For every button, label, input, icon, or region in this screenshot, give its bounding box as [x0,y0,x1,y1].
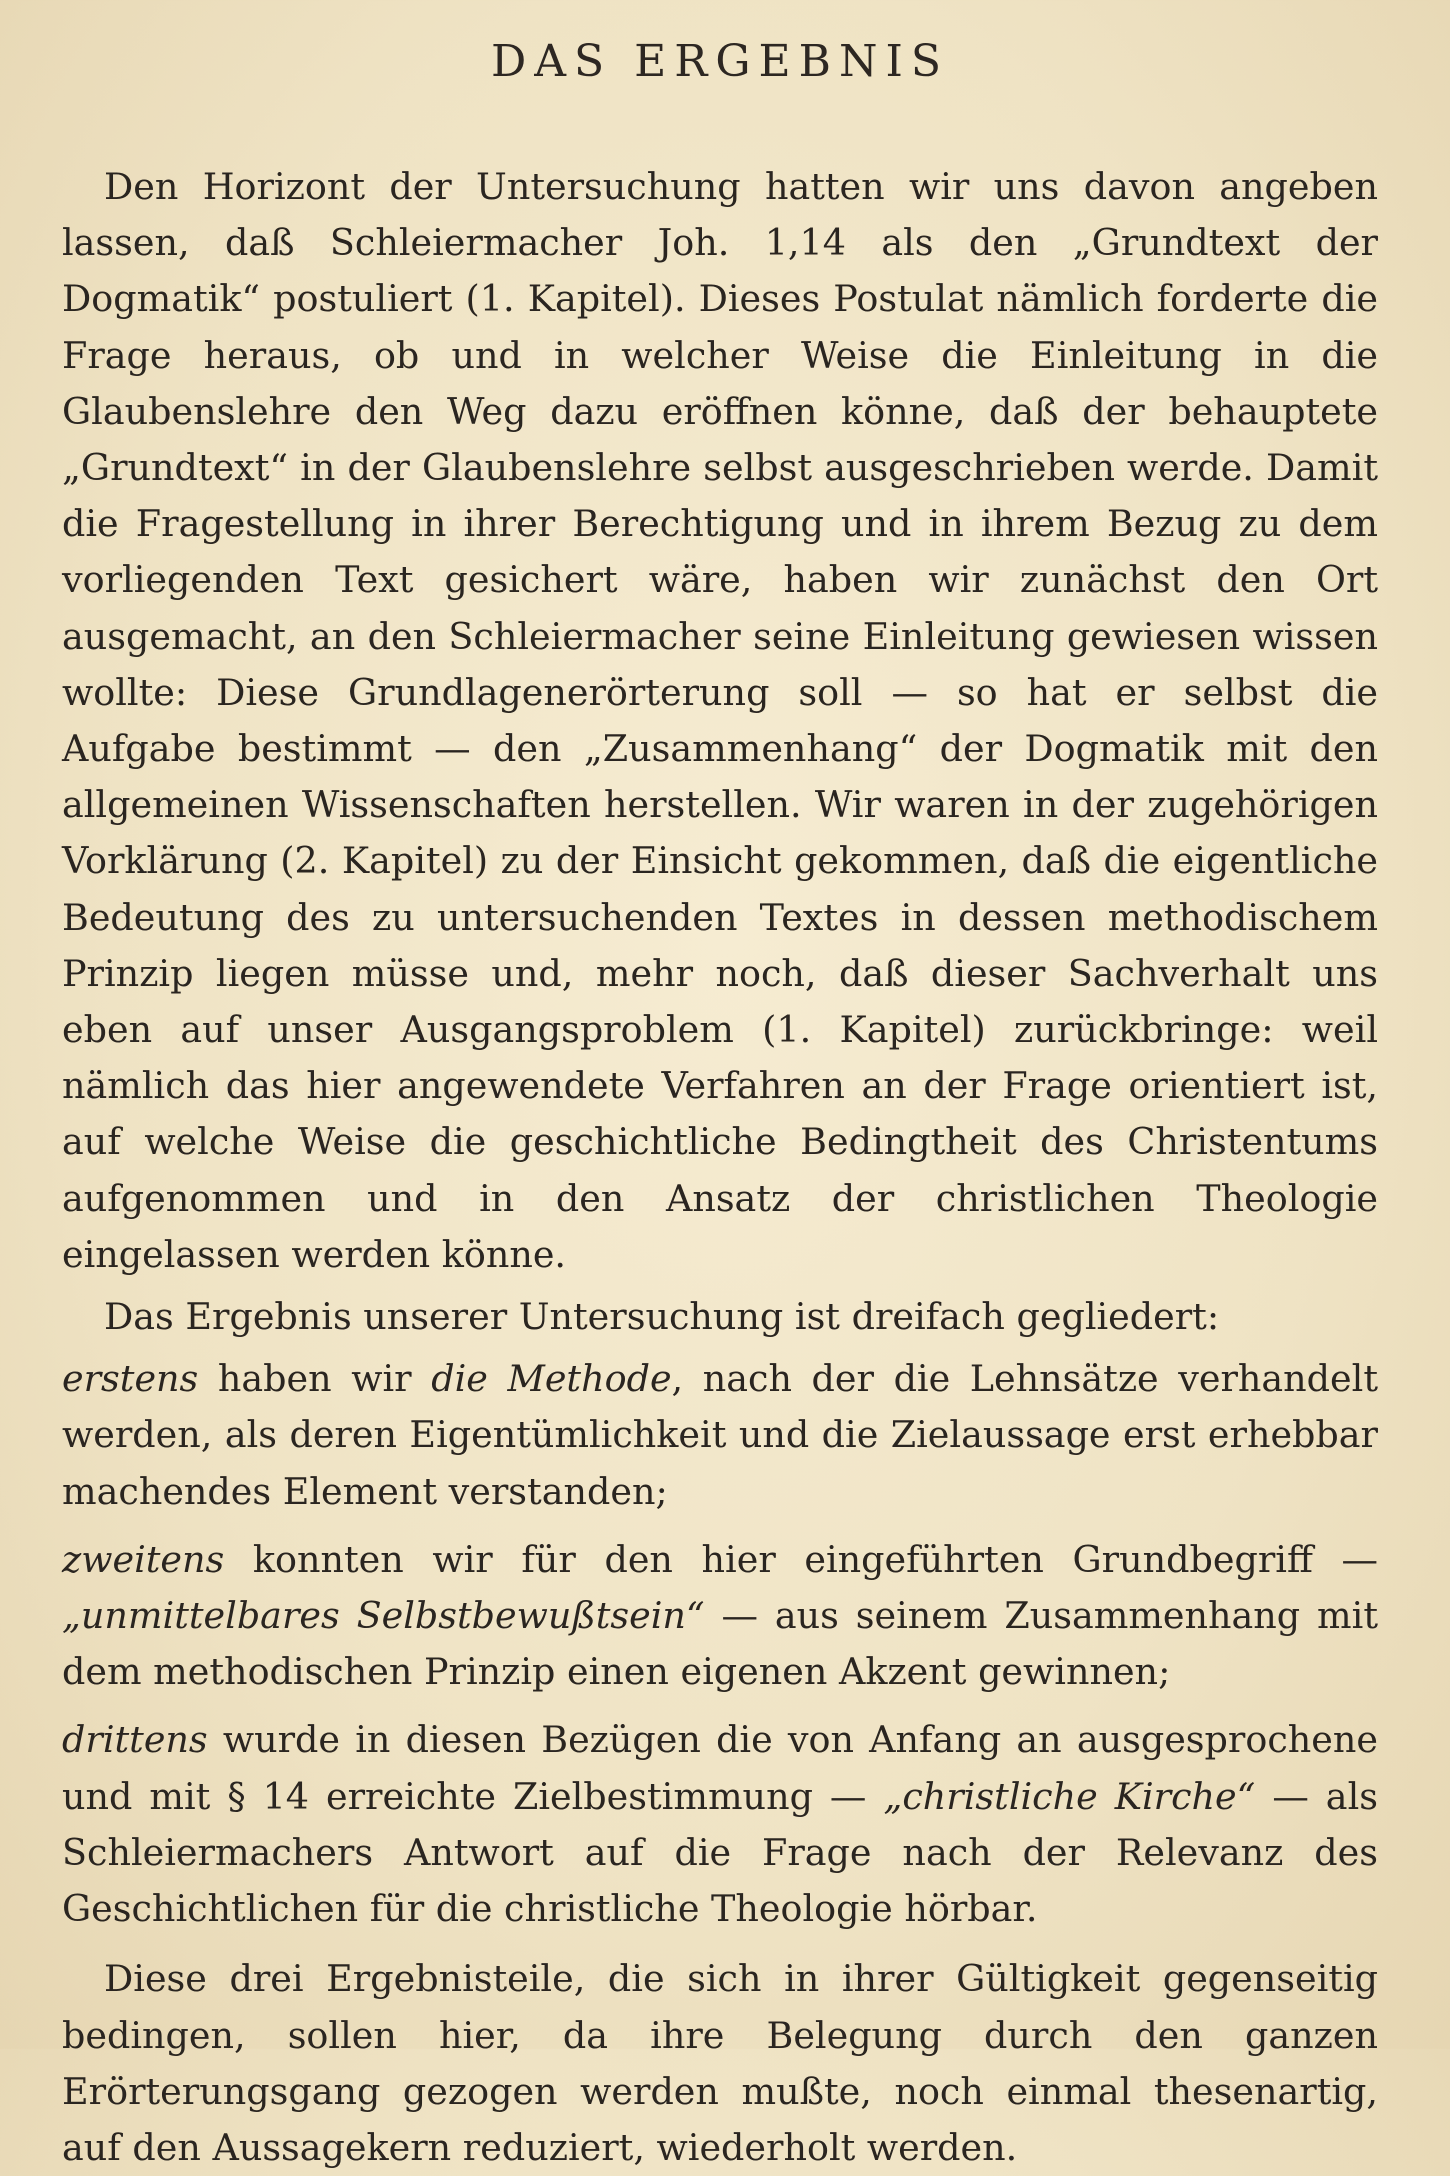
point-text-before: wurde in diesen Bezügen die von Anfang an ausgesprochene und mit § 14 erreichte Zielbestimmung — [62,1718,1378,1818]
result-point-first [62,1351,1378,1520]
paragraph-result-intro: Das Ergebnis unserer Untersuchung ist dreifach gegliedert: [104,1295,1220,1339]
point-emphasis: die Methode [431,1357,672,1401]
point-emphasis: „christliche Kirche“ [883,1774,1256,1818]
paragraph-horizon: Den Horizont der Untersuchung hatten wir uns davon angeben lassen, daß Schleiermacher Joh. 1,14 als den „Grundtext der Dogmatik“ postuliert (1. Kapitel). Dieses Postulat nämlich forderte die Frage heraus, ob und in welcher Weise die Einleitung in die Glaubenslehre den Weg dazu eröffnen könne, daß der behauptete „Grundtext“ in der Glaubenslehre selbst ausgeschrieben werde. Damit die Fragestellung in ihrer Berechtigung und in ihrem Bezug zu dem vorliegenden Text gesichert wäre, haben wir zunächst den Ort ausgemacht, an den Schleiermacher seine Einleitung gewiesen wissen wollte: Diese Grundlagenerörterung soll — so hat er selbst die Aufgabe bestimmt — den „Zusammenhang“ der Dogmatik mit den allgemeinen Wissenschaften herstellen. Wir waren in der zugehörigen Vorklärung (2. Kapitel) zu der Einsicht gekommen, daß die eigentliche Bedeutung des zu untersuchenden Textes in dessen methodischem Prinzip liegen müsse und, mehr noch, daß dieser Sachverhalt uns eben auf unser Ausgangsproblem (1. Kapitel) zurückbringe: weil nämlich das hier angewendete Verfahren an der Frage orientiert ist, auf welche Weise die geschichtliche Bedingtheit des Christentums aufgenommen und in den Ansatz der christlichen Theologie eingelassen werden könne. [62,165,1378,1276]
result-point-third [62,1712,1378,1937]
point-text-before: haben wir [217,1357,412,1401]
point-label: erstens [62,1357,199,1401]
point-text-after: — aus seinem Zusammenhang mit dem methodischen Prinzip einen eigenen Akzent gewinnen; [62,1594,1379,1694]
page-title: DAS ERGEBNIS [490,36,950,87]
point-label: drittens [62,1718,208,1762]
point-emphasis: „unmittelbares Selbstbewußtsein“ [62,1594,705,1638]
result-point-second [62,1532,1378,1701]
point-text-after: — als Schleiermachers Antwort auf die Frage nach der Relevanz des Geschichtlichen für die christliche Theologie hörbar. [62,1774,1378,1931]
point-label: zweitens [62,1537,225,1581]
paragraph-theses: Diese drei Ergebnisteile, die sich in ihrer Gültigkeit gegenseitig bedingen, sollen hier, da ihre Belegung durch den ganzen Erörterungsgang gezogen werden mußte, noch einmal thesenartig, auf den Aussagekern reduziert, wiederholt werden. [62,1957,1378,2169]
point-text-after: , nach der die Lehnsätze verhandelt werden, als deren Eigentümlichkeit und die Zielaussage erst erhebbar machendes Element verstanden; [62,1357,1378,1513]
point-text-before: konnten wir für den hier eingeführten Grundbegriff — [252,1537,1378,1581]
